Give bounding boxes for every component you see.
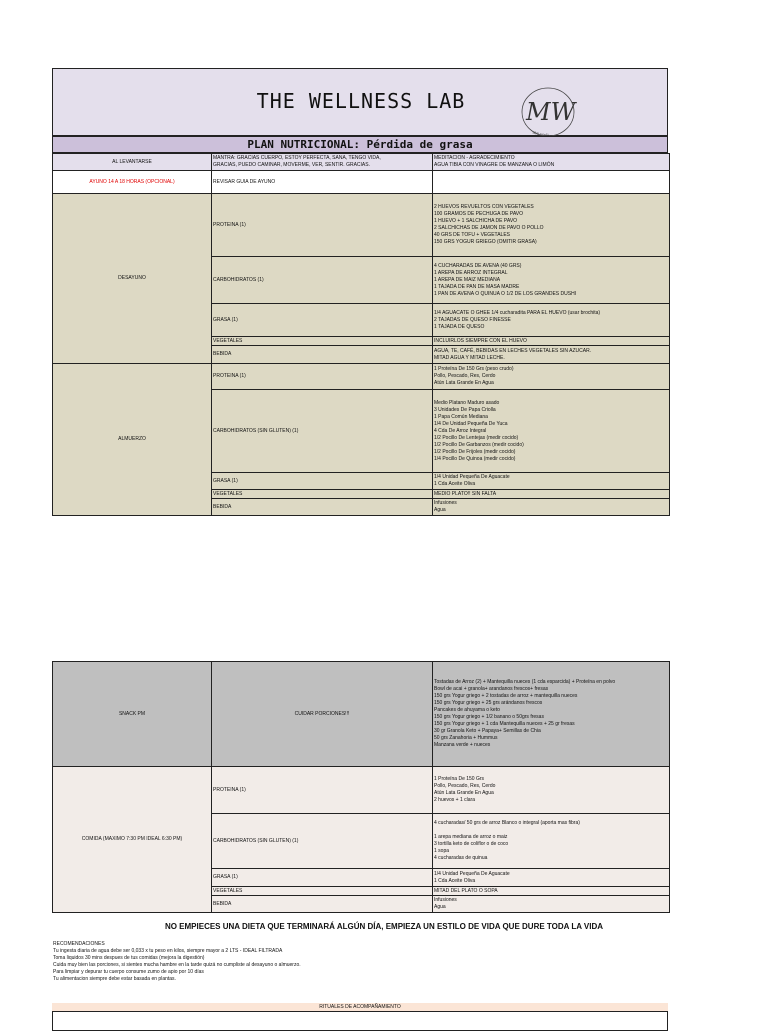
comida-items-bebida: Infusiones Agua — [433, 896, 670, 913]
comida-cat-carbohidratos: CARBOHIDRATOS (SIN GLUTEN) (1) — [212, 814, 433, 869]
ayuno-note: REVISAR GUIA DE AYUNO — [212, 171, 433, 194]
comida-cat-vegetales: VEGETALES — [212, 887, 433, 896]
row-label-comida: COMIDA (MAXIMO 7:30 PM IDEAL 6:30 PM) — [53, 767, 212, 913]
desayuno-cat-proteina: PROTEINA (1) — [212, 194, 433, 257]
levantarse-mantra: MANTRA: GRACIAS CUERPO, ESTOY PERFECTA, SANA, TENGO VIDA, GRACIAS, PUEDO CAMINAR, MOVERME, VER, SENTIR. GRACIAS. — [212, 154, 433, 171]
desayuno-items-grasa: 1/4 AGUACATE O GHEE 1/4 cucharadita PARA EL HUEVO (usar brochita) 2 TAJADAS DE QUESO FINESSE 1 TAJADA DE QUESO — [433, 304, 670, 337]
snack-note: CUIDAR PORCIONES!!! — [212, 662, 433, 767]
row-label-snack: SNACK PM — [53, 662, 212, 767]
logo-initials: MW — [526, 98, 576, 126]
ayuno-empty — [433, 171, 670, 194]
desayuno-items-proteina: 2 HUEVOS REVUELTOS CON VEGETALES 100 GRAMOS DE PECHUGA DE PAVO 1 HUEVO + 1 SALCHICHA DE PAVO 2 SALCHICHAS DE JAMON DE PAVO O POLLO 40 GRS DE TOFU + VEGETALES 150 GRS YOGUR GRIEGO (OMITIR GRASA) — [433, 194, 670, 257]
almuerzo-cat-bebida: BEBIDA — [212, 499, 433, 516]
almuerzo-items-bebida: Infusiones Agua — [433, 499, 670, 516]
almuerzo-items-vegetales: MEDIO PLATO!! SIN FALTA — [433, 490, 670, 499]
recommendation-item: Tu ingesta diaria de agua debe ser 0,033 x tu peso en kilos, siempre mayor a 2 LTS - IDEAL FILTRADA — [53, 948, 283, 954]
comida-cat-grasa: GRASA (1) — [212, 869, 433, 887]
row-label-levantarse: AL LEVANTARSE — [53, 154, 212, 171]
comida-items-proteina: 1 Proteína De 150 Grs Pollo, Pescado, Res, Cerdo Atún Lata Grande En Agua 2 huevos + 1 clara — [433, 767, 670, 814]
row-label-desayuno: DESAYUNO — [53, 194, 212, 364]
comida-items-vegetales: MITAD DEL PLATO O SOPA — [433, 887, 670, 896]
comida-cat-bebida: BEBIDA — [212, 896, 433, 913]
plan-table-top — [52, 153, 670, 516]
rituals-title: RITUALES DE ACOMPAÑAMIENTO — [52, 1003, 668, 1011]
desayuno-items-vegetales: INCLUIRLOS SIEMPRE CON EL HUEVO — [433, 337, 670, 346]
rituals-box — [52, 1011, 668, 1031]
recommendation-item: Tu alimentacion siempre debe estar basada en plantas. — [53, 976, 176, 982]
recommendation-item: Cuida muy bien las porciones, si sientes mucha hambre en la tarde quizá no cumpliste al desayuno o almuerzo. — [53, 962, 301, 968]
desayuno-cat-vegetales: VEGETALES — [212, 337, 433, 346]
recommendations-title: RECOMENDACIONES — [53, 941, 105, 947]
recommendation-item: Para limpiar y depurar tu cuerpo consume zumo de apio por 10 días — [53, 969, 204, 975]
almuerzo-cat-grasa: GRASA (1) — [212, 473, 433, 490]
almuerzo-items-carbohidratos: Medio Platano Maduro asado 3 Unidades De Papa Criolla 1 Papa Común Mediana 1/4 De Unidad Pequeña De Yuca 4 Cda De Arroz Integral 1/2 Pocillo De Lentejas (medir cocido) 1/2 Pocillo De Garbanzos (medir cocido) 1/2 Pocillo De Frijoles (medir cocido) 1/4 Pocillo De Quinoa (medir cocido) — [433, 390, 670, 473]
desayuno-cat-grasa: GRASA (1) — [212, 304, 433, 337]
desayuno-items-bebida: AGUA, TE, CAFÉ, BEBIDAS EN LECHES VEGETALES SIN AZUCAR. MITAD AGUA Y MITAD LECHE. — [433, 346, 670, 364]
row-label-ayuno: AYUNO 14 A 18 HORAS (OPCIONAL) — [53, 171, 212, 194]
almuerzo-cat-vegetales: VEGETALES — [212, 490, 433, 499]
plan-title: PLAN NUTRICIONAL: Pérdida de grasa — [52, 136, 668, 153]
levantarse-ritual: MEDITACION - AGRADECIMIENTO AGUA TIBIA CON VINAGRE DE MANZANA O LIMÓN — [433, 154, 670, 171]
almuerzo-items-proteina: 1 Proteína De 150 Grs (peso crudo) Pollo, Pescado, Res, Cerdo Atún Lata Grande En Agua — [433, 364, 670, 390]
brand-title: THE WELLNESS LAB — [256, 89, 466, 113]
desayuno-cat-bebida: BEBIDA — [212, 346, 433, 364]
desayuno-items-carbohidratos: 4 CUCHARADAS DE AVENA (40 GRS) 1 AREPA DE ARROZ INTEGRAL 1 AREPA DE MAIZ MEDIANA 1 TAJADA DE PAN DE MASA MADRE 1 PAN DE AVENA O QUINUA O 1/2 DE LOS GRANDES DUSHI — [433, 257, 670, 304]
comida-cat-proteina: PROTEINA (1) — [212, 767, 433, 814]
row-label-almuerzo: ALMUERZO — [53, 364, 212, 516]
comida-items-grasa: 1/4 Unidad Pequeña De Aguacate 1 Cda Aceite Oliva — [433, 869, 670, 887]
almuerzo-cat-proteina: PROTEINA (1) — [212, 364, 433, 390]
plan-table-bottom — [52, 661, 670, 913]
almuerzo-cat-carbohidratos: CARBOHIDRATOS (SIN GLUTEN) (1) — [212, 390, 433, 473]
recommendations — [53, 941, 653, 983]
snack-items: Tostadas de Arroz (2) + Mantequilla nueces (1 cda esparcida) + Proteína en polvo Bowl de acai + granola+ arandanos frescos+ fresas 150 grs Yogur griego + 2 tostadas de arroz + mantequilla nueces 150 grs Yogur griego + 25 grs arándanos frescos Pancakes de ahuyama o keto 150 grs Yogur griego + 1/2 banano o 50grs fresas 150 grs Yogur griego + 1 cda Mantequilla nueces + 25 gr fresas 30 gr Granola Keto + Papaya+ Semillas de Chia 50 grs Zanahoria + Hummus Manzana verde + nueces — [433, 662, 670, 767]
comida-items-carbohidratos: 4 cucharadas/ 50 grs de arroz Blanco o integral (aporta mas fibra) 1 arepa mediana de arroz o maiz 3 tortilla keto de coliflor o de coco 1 sopa 4 cucharadas de quinua — [433, 814, 670, 869]
almuerzo-items-grasa: 1/4 Unidad Pequeña De Aguacate 1 Cda Aceite Oliva — [433, 473, 670, 490]
motto-text: NO EMPIECES UNA DIETA QUE TERMINARÁ ALGÚN DÍA, EMPIEZA UN ESTILO DE VIDA QUE DURE TODA LA VIDA — [164, 922, 604, 931]
desayuno-cat-carbohidratos: CARBOHIDRATOS (1) — [212, 257, 433, 304]
recommendation-item: Toma liquidos 30 mins despues de tus comidas (mejora la digestión) — [53, 955, 205, 961]
